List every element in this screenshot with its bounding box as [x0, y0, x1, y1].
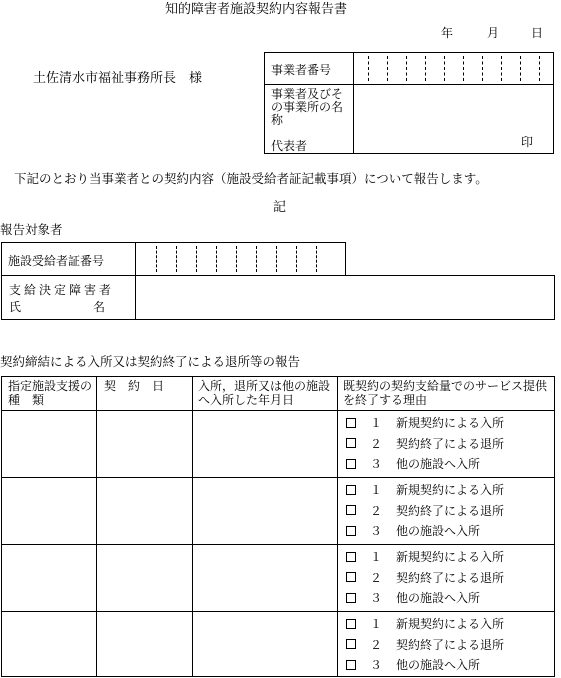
checkbox-icon[interactable] [346, 485, 356, 495]
recipient-name-box [1, 275, 555, 320]
option-other-facility[interactable]: ３ 他の施設へ入所 [338, 655, 554, 676]
date-month: 月 [487, 26, 500, 40]
provider-number-boxes[interactable] [353, 53, 553, 84]
cert-number-box [1, 242, 346, 276]
option-new-contract[interactable]: １ 新規契約による入所 [338, 547, 554, 568]
reason-options-row-3 [338, 547, 554, 609]
checkbox-icon[interactable] [346, 660, 356, 670]
recipient-name-label-2: 氏 名 [9, 300, 106, 314]
reason-options-row-1 [338, 413, 554, 475]
cert-number-boxes[interactable] [136, 243, 345, 275]
recipient-name-label-1: 支給決定障害者 [9, 283, 115, 297]
option-new-contract[interactable]: １ 新規契約による入所 [338, 413, 554, 434]
checkbox-icon[interactable] [346, 418, 356, 428]
ki-mark: 記 [273, 200, 287, 215]
checkbox-icon[interactable] [346, 572, 356, 582]
option-contract-end[interactable]: ２ 契約終了による退所 [338, 635, 554, 656]
option-other-facility[interactable]: ３ 他の施設へ入所 [338, 521, 554, 542]
checkbox-icon[interactable] [346, 552, 356, 562]
report-table [1, 376, 555, 677]
col-header-reason: 既契約の契約支給量でのサービス提供を終了する理由 [343, 379, 548, 407]
recipient-name-field[interactable] [136, 276, 554, 319]
checkbox-icon[interactable] [346, 639, 356, 649]
checkbox-icon[interactable] [346, 505, 356, 515]
date-year: 年 [441, 26, 454, 40]
provider-number-label: 事業者番号 [271, 63, 332, 77]
checkbox-icon[interactable] [346, 593, 356, 603]
target-heading: 報告対象者 [0, 222, 63, 237]
report-heading: 契約締結による入所又は契約終了による退所等の報告 [0, 354, 301, 369]
col-header-entry-date: 入所，退所又は他の施設へ入所した年月日 [198, 379, 331, 407]
provider-rep-label: 代表者 [271, 139, 308, 153]
option-contract-end[interactable]: ２ 契約終了による退所 [338, 501, 554, 522]
reason-options-row-2 [338, 480, 554, 542]
option-new-contract[interactable]: １ 新規契約による入所 [338, 614, 554, 635]
intro-text: 下記のとおり当事業者との契約内容（施設受給者証記載事項）について報告します。 [14, 171, 488, 186]
option-contract-end[interactable]: ２ 契約終了による退所 [338, 434, 554, 455]
checkbox-icon[interactable] [346, 459, 356, 469]
option-other-facility[interactable]: ３ 他の施設へ入所 [338, 454, 554, 475]
option-other-facility[interactable]: ３ 他の施設へ入所 [338, 588, 554, 609]
option-contract-end[interactable]: ２ 契約終了による退所 [338, 568, 554, 589]
cert-number-label: 施設受給者証番号 [8, 254, 105, 268]
seal-mark: 印 [521, 135, 534, 149]
option-new-contract[interactable]: １ 新規契約による入所 [338, 480, 554, 501]
date-day: 日 [531, 26, 544, 40]
page-title: 知的障害者施設契約内容報告書 [165, 2, 348, 17]
reason-options-row-4 [338, 614, 554, 676]
checkbox-icon[interactable] [346, 619, 356, 629]
provider-box [264, 52, 554, 154]
col-header-contract-date: 契 約 日 [104, 379, 165, 393]
checkbox-icon[interactable] [346, 438, 356, 448]
addressee: 土佐清水市福祉事務所長 様 [33, 71, 203, 86]
checkbox-icon[interactable] [346, 526, 356, 536]
provider-name-label: 事業者及びその事業所の名称 [271, 87, 344, 127]
col-header-service-type: 指定施設支援の 種 類 [8, 379, 105, 407]
